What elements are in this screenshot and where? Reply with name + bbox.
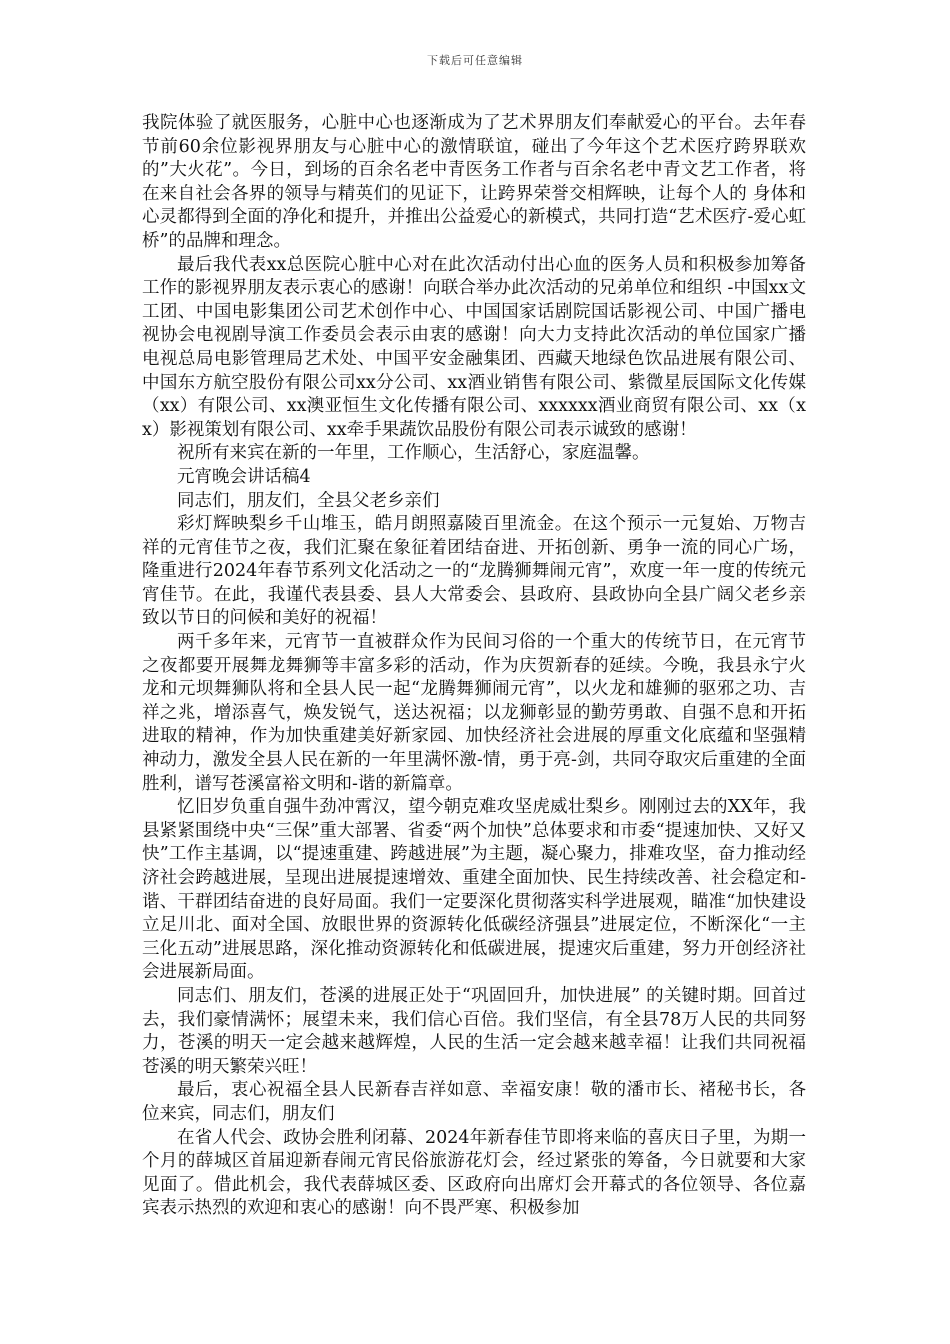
paragraph: 最后我代表xx总医院心脏中心对在此次活动付出心血的医务人员和积极参加筹备工作的影视界朋友表示衷心的感谢！向联合举办此次活动的兄弟单位和组织 -中国xx文工团、中国电影集团公司艺术创作中心、中国国家话剧院国话影视公司、中国广播电视协会电视剧导演工作委员会表示由衷的感谢！向大力支持此次活动的单位国家广播电视总局电影管理局艺术处、中国平安金融集团、西藏天地绿色饮品进展有限公司、中国东方航空股份有限公司xx分公司、xx酒业销售有限公司、紫微星辰国际文化传媒（xx）有限公司、xx澳亚恒生文化传播有限公司、xxxxxx酒业商贸有限公司、xx（xx）影视策划有限公司、xx牵手果蔬饮品股份有限公司表示诚致的感谢！ [142, 254, 806, 440]
salutation: 同志们，朋友们，全县父老乡亲们 [177, 490, 440, 511]
paragraph: 最后，衷心祝福全县人民新春吉祥如意、幸福安康！敬的潘市长、褚秘书长，各位来宾，同志们，朋友们 [142, 1080, 806, 1124]
document-body [142, 112, 806, 1221]
paragraph: 在省人代会、政协会胜利闭幕、2024年新春佳节即将来临的喜庆日子里，为期一个月的薛城区首届迎新春闹元宵民俗旅游花灯会，经过紧张的筹备，今日就要和大家见面了。借此机会，我代表薛城区委、区政府向出席灯会开幕式的各位领导、各位嘉宾表示热烈的欢迎和衷心的感谢！向不畏严寒、积极参加 [142, 1127, 806, 1219]
paragraph: 两千多年来，元宵节一直被群众作为民间习俗的一个重大的传统节日，在元宵节之夜都要开展舞龙舞狮等丰富多彩的活动，作为庆贺新春的延续。今晚，我县永宁火龙和元坝舞狮队将和全县人民一起“龙腾舞狮闹元宵”，以火龙和雄狮的驱邪之功、吉祥之兆，增添喜气，焕发锐气，送达祝福；以龙狮彰显的勤劳勇敢、自强不息和开拓进取的精神，作为加快重建美好新家园、加快经济社会进展的厚重文化底蕴和坚强精神动力，激发全县人民在新的一年里满怀激-情，勇于亮-剑，共同夺取灾后重建的全面胜利，谱写苍溪富裕文明和-谐的新篇章。 [142, 632, 806, 794]
section-heading: 元宵晚会讲话稿4 [177, 466, 311, 487]
paragraph: 彩灯辉映梨乡千山堆玉，皓月朗照嘉陵百里流金。在这个预示一元复始、万物吉祥的元宵佳节之夜，我们汇聚在象征着团结奋进、开拓创新、勇争一流的同心广场，隆重进行2024年春节系列文化活动之一的“龙腾狮舞闹元宵”，欢度一年一度的传统元宵佳节。在此，我谨代表县委、县人大常委会、县政府、县政协向全县广阔父老乡亲致以节日的问候和美好的祝福！ [142, 514, 806, 629]
paragraph: 我院体验了就医服务，心脏中心也逐渐成为了艺术界朋友们奉献爱心的平台。去年春节前60余位影视界朋友与心脏中心的激情联谊，碰出了今年这个艺术医疗跨界联欢的”大火花”。今日，到场的百余名老中青医务工作者与百余名老中青文艺工作者，将在来自社会各界的领导与精英们的见证下，让跨界荣誉交相辉映，让每个人的 身体和心灵都得到全面的净化和提升，并推出公益爱心的新模式，共同打造“艺术医疗-爱心虹桥”的品牌和理念。 [142, 113, 806, 251]
page-header-note: 下载后可任意编辑 [427, 54, 523, 67]
paragraph: 祝所有来宾在新的一年里，工作顺心，生活舒心，家庭温馨。 [177, 443, 650, 464]
paragraph: 同志们、朋友们，苍溪的进展正处于“巩固回升，加快进展” 的关键时期。回首过去，我们豪情满怀；展望未来，我们信心百倍。我们坚信，有全县78万人民的共同努力，苍溪的明天一定会越来越辉煌，人民的生活一定会越来越幸福！让我们共同祝福苍溪的明天繁荣兴旺！ [142, 985, 806, 1077]
paragraph: 忆旧岁负重自强牛劲冲霄汉，望今朝克难攻坚虎威壮梨乡。刚刚过去的XX年，我县紧紧围绕中央“三保”重大部署、省委“两个加快”总体要求和市委“提速加快、又好又快”工作主基调，以“提速重建、跨越进展”为主题，凝心聚力，排难攻坚，奋力推动经济社会跨越进展，呈现出进展提速增效、重建全面加快、民生持续改善、社会稳定和-谐、干群团结奋进的良好局面。我们一定要深化贯彻落实科学进展观，瞄准“加快建设立足川北、面对全国、放眼世界的资源转化低碳经济强县”进展定位，不断深化“一主三化五动”进展思路，深化推动资源转化和低碳进展，提速灾后重建，努力开创经济社会进展新局面。 [142, 797, 806, 983]
